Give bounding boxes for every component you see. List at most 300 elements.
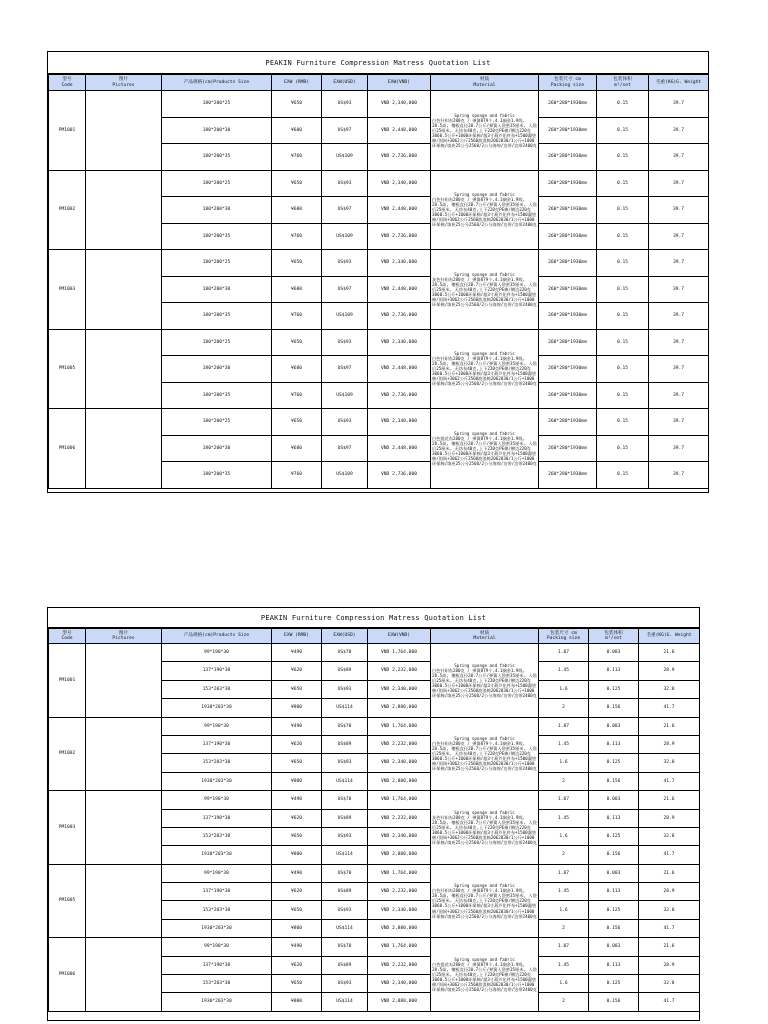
price-rmb: ¥760	[272, 462, 322, 489]
price-usd: US$93	[322, 329, 368, 356]
price-usd: US$70	[322, 938, 368, 956]
price-vnd: VND 2,340,000	[368, 901, 431, 919]
price-usd: US$93	[322, 170, 368, 197]
packing-size: 260*280*1930mm	[539, 250, 597, 277]
gross-weight: 41.7	[639, 919, 700, 937]
package-volume: 0.113	[589, 809, 639, 827]
price-usd: US$93	[322, 680, 368, 698]
product-size: 1930*203*30	[162, 919, 272, 937]
product-size: 137*190*30	[162, 883, 272, 901]
table-row	[49, 717, 700, 735]
package-volume: 0.083	[589, 644, 639, 662]
package-volume: 0.15	[597, 250, 649, 277]
product-picture	[86, 91, 162, 171]
packing-size: 260*280*1930mm	[539, 144, 597, 171]
material-en: Spring sponge and fabric	[454, 736, 515, 742]
model-code: PM1001	[49, 644, 86, 718]
price-rmb: ¥650	[272, 91, 322, 118]
gross-weight: 21.6	[639, 938, 700, 956]
packing-size: 260*280*1930mm	[539, 170, 597, 197]
price-rmb: ¥620	[272, 883, 322, 901]
material-cn: 灰色针织布280克 / 弹簧879个,4.1圈金1.9线, 28.5高, 槽板直径20.7公斤/弹簧入袋密35厘米, 入袋后25厘米, 无纺布40克,上下220克PE棉/侧边220克3060.5公斤+1000环保棉/超3寸葫芦化纤布+1500漏垫棉/固网+3062公斤2560波浪棉2062030/1公斤+1000环保棉/填充25公分2560/2公分海绵/边带/边带2400克	[432, 276, 537, 307]
model-code: PM1006	[49, 938, 86, 1012]
price-rmb: ¥620	[272, 662, 322, 680]
package-volume: 0.15	[597, 356, 649, 383]
price-usd: US$109	[322, 144, 368, 171]
product-size: 180*200*35	[162, 144, 272, 171]
price-vnd: VND 2,340,000	[368, 680, 431, 698]
header-packing: 包装尺寸 cm Packing size	[539, 629, 589, 644]
price-vnd: VND 2,448,000	[368, 435, 431, 462]
gross-weight: 28.9	[639, 735, 700, 753]
product-picture	[86, 250, 162, 330]
price-rmb: ¥490	[272, 938, 322, 956]
sheet-title: PEAKIN Furniture Compression Matress Quotation List	[48, 608, 699, 628]
header-code: 型号 Code	[49, 629, 86, 644]
header-usd: EXW(USD)	[322, 629, 368, 644]
price-usd: US$70	[322, 864, 368, 882]
gross-weight: 39.7	[649, 197, 709, 224]
price-vnd: VND 2,880,000	[368, 919, 431, 937]
price-rmb: ¥680	[272, 435, 322, 462]
price-usd: US$70	[322, 791, 368, 809]
price-rmb: ¥650	[272, 901, 322, 919]
packing-size: 1.45	[539, 809, 589, 827]
price-rmb: ¥800	[272, 772, 322, 790]
gross-weight: 32.8	[639, 901, 700, 919]
material-cell	[431, 717, 539, 791]
product-size: 1930*203*30	[162, 699, 272, 717]
gross-weight: 39.7	[649, 435, 709, 462]
gross-weight: 39.7	[649, 223, 709, 250]
gross-weight: 39.7	[649, 250, 709, 277]
price-rmb: ¥620	[272, 956, 322, 974]
product-size: 99*190*30	[162, 717, 272, 735]
gross-weight: 21.6	[639, 864, 700, 882]
price-rmb: ¥800	[272, 993, 322, 1011]
price-vnd: VND 2,232,000	[368, 662, 431, 680]
product-picture	[86, 717, 162, 791]
price-rmb: ¥650	[272, 329, 322, 356]
price-usd: US$93	[322, 250, 368, 277]
header-size: 产品规格(cm)Products Size	[162, 629, 272, 644]
price-vnd: VND 2,340,000	[368, 250, 431, 277]
product-size: 180*200*25	[162, 91, 272, 118]
price-usd: US$97	[322, 356, 368, 383]
price-vnd: VND 2,340,000	[368, 91, 431, 118]
product-size: 180*200*30	[162, 435, 272, 462]
package-volume: 0.083	[589, 938, 639, 956]
package-volume: 0.15	[597, 382, 649, 409]
header-pictures: 图片 Pictures	[86, 629, 162, 644]
packing-size: 260*280*1930mm	[539, 462, 597, 489]
price-usd: US$109	[322, 382, 368, 409]
material-cn: 白色针织布280克 / 弹簧879个,4.1圈金1.9线, 28.5高, 槽板直径20.7公斤/弹簧入袋密35厘米, 入袋后25厘米, 无纺布40克,上下220克PE棉/侧边220克3060.5公斤+1000环保棉/超3寸葫芦化纤布+1500漏垫棉/固网+3062公斤2560波浪棉2062030/1公斤+1000环保棉/填充25公分2560/2公分海绵/边带/边带2400克	[432, 197, 537, 228]
table-row	[49, 938, 700, 956]
quotation-table	[48, 74, 709, 489]
gross-weight: 21.6	[639, 717, 700, 735]
package-volume: 0.15	[597, 117, 649, 144]
header-rmb: EXW (RMB)	[272, 75, 322, 91]
header-volume: 包装体积 m³/set	[597, 75, 649, 91]
price-vnd: VND 2,448,000	[368, 197, 431, 224]
price-vnd: VND 1,764,000	[368, 644, 431, 662]
price-vnd: VND 2,340,000	[368, 827, 431, 845]
price-vnd: VND 2,880,000	[368, 772, 431, 790]
packing-size: 2	[539, 993, 589, 1011]
price-vnd: VND 1,764,000	[368, 791, 431, 809]
gross-weight: 28.9	[639, 809, 700, 827]
material-en: Spring sponge and fabric	[454, 351, 515, 357]
price-vnd: VND 2,736,000	[368, 223, 431, 250]
price-vnd: VND 2,448,000	[368, 276, 431, 303]
gross-weight: 39.7	[649, 409, 709, 436]
model-code: PM1003	[49, 791, 86, 865]
price-usd: US$97	[322, 435, 368, 462]
gross-weight: 41.7	[639, 699, 700, 717]
product-size: 180*200*25	[162, 409, 272, 436]
packing-size: 260*280*1930mm	[539, 409, 597, 436]
package-volume: 0.15	[597, 435, 649, 462]
packing-size: 2	[539, 699, 589, 717]
packing-size: 1.07	[539, 644, 589, 662]
quotation-table	[48, 628, 700, 1012]
price-rmb: ¥760	[272, 303, 322, 330]
package-volume: 0.083	[589, 864, 639, 882]
product-size: 137*190*30	[162, 956, 272, 974]
price-usd: US$97	[322, 197, 368, 224]
price-vnd: VND 2,340,000	[368, 170, 431, 197]
product-size: 180*200*30	[162, 356, 272, 383]
material-cn: 白色针织布280克 / 弹簧879个,4.1圈金1.9线, 28.5高, 槽板直径20.7公斤/弹簧入袋密35厘米, 入袋后25厘米, 无纺布40克,上下220克PE棉/侧边220克3060.5公斤+1000环保棉/超3寸葫芦化纤布+1500漏垫棉/固网+3062公斤2560波浪棉2062030/1公斤+1000环保棉/填充25公分2560/2公分海绵/边带/边带2400克	[432, 117, 537, 148]
price-vnd: VND 2,736,000	[368, 144, 431, 171]
table-row	[49, 91, 709, 118]
product-size: 180*200*35	[162, 382, 272, 409]
table-row	[49, 791, 700, 809]
model-code: PM1006	[49, 409, 86, 489]
price-rmb: ¥650	[272, 754, 322, 772]
gross-weight: 39.7	[649, 462, 709, 489]
price-rmb: ¥650	[272, 409, 322, 436]
package-volume: 0.15	[597, 223, 649, 250]
material-en: Spring sponge and fabric	[454, 430, 515, 436]
packing-size: 260*280*1930mm	[539, 329, 597, 356]
package-volume: 0.15	[597, 462, 649, 489]
price-rmb: ¥620	[272, 809, 322, 827]
gross-weight: 41.7	[639, 846, 700, 864]
product-picture	[86, 644, 162, 718]
packing-size: 1.07	[539, 938, 589, 956]
package-volume: 0.113	[589, 735, 639, 753]
price-rmb: ¥680	[272, 197, 322, 224]
gross-weight: 28.9	[639, 883, 700, 901]
package-volume: 0.125	[589, 975, 639, 993]
gross-weight: 21.6	[639, 791, 700, 809]
material-cn: 白色针织布280克 / 弹簧879个,4.1圈金1.9线, 28.5高, 槽板直径20.7公斤/弹簧入袋密35厘米, 入袋后25厘米, 无纺布40克,上下220克PE棉/侧边220克3060.5公斤+1000环保棉/超3寸葫芦化纤布+1500漏垫棉/固网+3062公斤2560波浪棉2062030/1公斤+1000环保棉/填充25公分2560/2公分海绵/边带/边带2400克	[432, 356, 537, 387]
price-vnd: VND 2,880,000	[368, 699, 431, 717]
material-en: Spring sponge and fabric	[454, 192, 515, 198]
material-en: Spring sponge and fabric	[454, 271, 515, 277]
price-vnd: VND 1,764,000	[368, 717, 431, 735]
table-row	[49, 409, 709, 436]
price-usd: US$70	[322, 717, 368, 735]
price-usd: US$93	[322, 409, 368, 436]
product-size: 180*200*25	[162, 329, 272, 356]
packing-size: 260*280*1930mm	[539, 197, 597, 224]
gross-weight: 21.6	[639, 644, 700, 662]
model-code: PM1005	[49, 864, 86, 938]
package-volume: 0.15	[597, 144, 649, 171]
material-cell	[431, 791, 539, 865]
gross-weight: 32.8	[639, 680, 700, 698]
price-usd: US$89	[322, 809, 368, 827]
packing-size: 2	[539, 772, 589, 790]
price-usd: US$93	[322, 827, 368, 845]
product-size: 137*190*30	[162, 809, 272, 827]
price-vnd: VND 2,232,000	[368, 735, 431, 753]
header-rmb: EXW (RMB)	[272, 629, 322, 644]
package-volume: 0.113	[589, 662, 639, 680]
package-volume: 0.15	[597, 91, 649, 118]
package-volume: 0.15	[597, 276, 649, 303]
packing-size: 260*280*1930mm	[539, 117, 597, 144]
model-code: PM1001	[49, 91, 86, 171]
price-rmb: ¥650	[272, 975, 322, 993]
package-volume: 0.15	[597, 329, 649, 356]
gross-weight: 39.7	[649, 329, 709, 356]
price-usd: US$97	[322, 117, 368, 144]
price-rmb: ¥490	[272, 717, 322, 735]
packing-size: 260*280*1930mm	[539, 303, 597, 330]
price-rmb: ¥800	[272, 846, 322, 864]
material-cell	[431, 644, 539, 718]
package-volume: 0.083	[589, 791, 639, 809]
price-usd: US$93	[322, 91, 368, 118]
gross-weight: 41.7	[639, 993, 700, 1011]
price-usd: US$109	[322, 462, 368, 489]
header-vnd: EXW(VND)	[368, 629, 431, 644]
model-code: PM1005	[49, 329, 86, 409]
price-usd: US$89	[322, 662, 368, 680]
header-weight: 毛重(KG)G. Weight	[639, 629, 700, 644]
material-cn: 白色针织布280克 / 弹簧879个,4.1圈金1.9线, 28.5高, 槽板直径20.7公斤/弹簧入袋密35厘米, 入袋后25厘米, 无纺布40克,上下220克PE棉/侧边220克3060.5公斤+1000环保棉/超3寸葫芦化纤布+1500漏垫棉/固网+3062公斤2560波浪棉2062030/1公斤+1000环保棉/填充25公分2560/2公分海绵/边带/边带2400克	[432, 741, 537, 772]
price-usd: US$93	[322, 901, 368, 919]
product-picture	[86, 938, 162, 1012]
gross-weight: 39.7	[649, 170, 709, 197]
price-rmb: ¥680	[272, 356, 322, 383]
price-vnd: VND 2,340,000	[368, 754, 431, 772]
material-cn: 灰色针织布280克 / 弹簧879个,4.1圈金1.9线, 28.5高, 槽板直径20.7公斤/弹簧入袋密35厘米, 入袋后25厘米, 无纺布40克,上下220克PE棉/侧边220克3060.5公斤+1000环保棉/超3寸葫芦化纤布+1500漏垫棉/固网+3062公斤2560波浪棉2062030/1公斤+1000环保棉/填充25公分2560/2公分海绵/边带/边带2400克	[432, 814, 537, 845]
packing-size: 1.6	[539, 827, 589, 845]
product-picture	[86, 170, 162, 250]
gross-weight: 39.7	[649, 356, 709, 383]
material-cell	[431, 409, 539, 489]
product-size: 137*190*30	[162, 735, 272, 753]
price-vnd: VND 2,448,000	[368, 356, 431, 383]
price-vnd: VND 2,736,000	[368, 303, 431, 330]
price-usd: US$114	[322, 919, 368, 937]
product-size: 180*200*30	[162, 117, 272, 144]
product-size: 1930*203*30	[162, 846, 272, 864]
price-usd: US$114	[322, 699, 368, 717]
price-vnd: VND 2,232,000	[368, 809, 431, 827]
quotation-sheet-1	[47, 51, 709, 493]
header-row	[49, 75, 709, 91]
product-size: 99*190*30	[162, 938, 272, 956]
price-usd: US$109	[322, 223, 368, 250]
material-cell	[431, 250, 539, 330]
price-rmb: ¥490	[272, 791, 322, 809]
package-volume: 0.125	[589, 754, 639, 772]
package-volume: 0.125	[589, 901, 639, 919]
package-volume: 0.083	[589, 717, 639, 735]
price-rmb: ¥650	[272, 170, 322, 197]
packing-size: 1.45	[539, 735, 589, 753]
price-vnd: VND 2,880,000	[368, 993, 431, 1011]
package-volume: 0.156	[589, 919, 639, 937]
price-usd: US$89	[322, 883, 368, 901]
gross-weight: 39.7	[649, 144, 709, 171]
packing-size: 1.07	[539, 791, 589, 809]
price-rmb: ¥490	[272, 864, 322, 882]
price-vnd: VND 2,340,000	[368, 409, 431, 436]
material-cell	[431, 329, 539, 409]
gross-weight: 28.9	[639, 956, 700, 974]
packing-size: 260*280*1930mm	[539, 91, 597, 118]
material-cn: 白色提花布280克 / 弹簧879个,4.1圈金1.9线, 28.5高, 槽板直径20.7公斤/弹簧入袋密35厘米, 入袋后25厘米, 无纺布40克,上下220克PE棉/侧边220克3060.5公斤+1000环保棉/超3寸葫芦化纤布+1500漏垫棉/固网+3062公斤2560波浪棉2062030/1公斤+1000环保棉/填充25公分2560/2公分海绵/边带/边带2400克	[432, 961, 537, 993]
price-vnd: VND 1,764,000	[368, 864, 431, 882]
price-vnd: VND 2,880,000	[368, 846, 431, 864]
price-vnd: VND 2,340,000	[368, 975, 431, 993]
packing-size: 1.45	[539, 956, 589, 974]
gross-weight: 28.9	[639, 662, 700, 680]
package-volume: 0.15	[597, 303, 649, 330]
package-volume: 0.15	[597, 197, 649, 224]
packing-size: 260*280*1930mm	[539, 223, 597, 250]
material-cn: 白色提花布280克 / 弹簧879个,4.1圈金1.9线, 28.5高, 槽板直径20.7公斤/弹簧入袋密35厘米, 入袋后25厘米, 无纺布40克,上下220克PE棉/侧边220克3060.5公斤+1000环保棉/超3寸葫芦化纤布+1500漏垫棉/固网+3062公斤2560波浪棉2062030/1公斤+1000环保棉/填充25公分2560/2公分海绵/边带/边带2400克	[432, 435, 537, 466]
package-volume: 0.156	[589, 846, 639, 864]
gross-weight: 32.8	[639, 975, 700, 993]
packing-size: 1.6	[539, 680, 589, 698]
quotation-sheet-2	[47, 607, 700, 1021]
price-vnd: VND 2,736,000	[368, 462, 431, 489]
table-row	[49, 864, 700, 882]
material-en: Spring sponge and fabric	[454, 883, 515, 889]
packing-size: 1.07	[539, 717, 589, 735]
price-rmb: ¥760	[272, 223, 322, 250]
product-size: 180*200*35	[162, 303, 272, 330]
material-en: Spring sponge and fabric	[454, 662, 515, 668]
product-picture	[86, 409, 162, 489]
packing-size: 260*280*1930mm	[539, 356, 597, 383]
package-volume: 0.125	[589, 680, 639, 698]
price-usd: US$93	[322, 754, 368, 772]
material-cell	[431, 170, 539, 250]
packing-size: 1.45	[539, 883, 589, 901]
price-rmb: ¥680	[272, 117, 322, 144]
product-size: 180*200*35	[162, 223, 272, 250]
header-size: 产品规格(cm)Products Size	[162, 75, 272, 91]
price-rmb: ¥490	[272, 644, 322, 662]
price-usd: US$93	[322, 975, 368, 993]
packing-size: 2	[539, 846, 589, 864]
header-vnd: EXW(VND)	[368, 75, 431, 91]
header-material: 材质 Material	[431, 629, 539, 644]
price-vnd: VND 2,232,000	[368, 883, 431, 901]
gross-weight: 39.7	[649, 117, 709, 144]
table-row	[49, 644, 700, 662]
header-weight: 毛重(KG)G. Weight	[649, 75, 709, 91]
package-volume: 0.156	[589, 699, 639, 717]
material-en: Spring sponge and fabric	[454, 112, 515, 118]
package-volume: 0.156	[589, 993, 639, 1011]
gross-weight: 39.7	[649, 382, 709, 409]
price-vnd: VND 2,736,000	[368, 382, 431, 409]
packing-size: 1.6	[539, 754, 589, 772]
price-usd: US$114	[322, 993, 368, 1011]
product-size: 180*200*30	[162, 276, 272, 303]
packing-size: 260*280*1930mm	[539, 435, 597, 462]
price-rmb: ¥680	[272, 276, 322, 303]
product-size: 99*190*30	[162, 864, 272, 882]
product-picture	[86, 329, 162, 409]
package-volume: 0.15	[597, 170, 649, 197]
price-vnd: VND 1,764,000	[368, 938, 431, 956]
header-material: 材质 Material	[431, 75, 539, 91]
model-code: PM1002	[49, 717, 86, 791]
price-rmb: ¥650	[272, 827, 322, 845]
material-en: Spring sponge and fabric	[454, 809, 515, 815]
gross-weight: 39.7	[649, 303, 709, 330]
product-size: 1930*203*30	[162, 993, 272, 1011]
header-packing: 包装尺寸 cm Packing size	[539, 75, 597, 91]
packing-size: 1.45	[539, 662, 589, 680]
product-size: 180*200*30	[162, 197, 272, 224]
package-volume: 0.113	[589, 883, 639, 901]
table-row	[49, 250, 709, 277]
price-vnd: VND 2,448,000	[368, 117, 431, 144]
sheet-title: PEAKIN Furniture Compression Matress Quotation List	[48, 52, 708, 74]
package-volume: 0.156	[589, 772, 639, 790]
price-usd: US$89	[322, 735, 368, 753]
product-picture	[86, 791, 162, 865]
material-cell	[431, 91, 539, 171]
price-rmb: ¥800	[272, 699, 322, 717]
product-size: 99*190*30	[162, 644, 272, 662]
material-cn: 白色针织布280克 / 弹簧879个,4.1圈金1.9线, 28.5高, 槽板直径20.7公斤/弹簧入袋密35厘米, 入袋后25厘米, 无纺布40克,上下220克PE棉/侧边220克3060.5公斤+1000环保棉/超3寸葫芦化纤布+1500漏垫棉/固网+3062公斤2560波浪棉2062030/1公斤+1000环保棉/填充25公分2560/2公分海绵/边带/边带2400克	[432, 667, 537, 698]
product-size: 153*203*30	[162, 680, 272, 698]
table-row	[49, 170, 709, 197]
product-picture	[86, 864, 162, 938]
price-usd: US$89	[322, 956, 368, 974]
gross-weight: 41.7	[639, 772, 700, 790]
gross-weight: 32.8	[639, 827, 700, 845]
price-rmb: ¥650	[272, 250, 322, 277]
material-cn: 白色针织布280克 / 弹簧879个,4.1圈金1.9线, 28.5高, 槽板直径20.7公斤/弹簧入袋密35厘米, 入袋后25厘米, 无纺布40克,上下220克PE棉/侧边220克3060.5公斤+1000环保棉/超3寸葫芦化纤布+1500漏垫棉/固网+3062公斤2560波浪棉2062030/1公斤+1000环保棉/填充25公分2560/2公分海绵/边带/边带2400克	[432, 888, 537, 919]
packing-size: 2	[539, 919, 589, 937]
price-usd: US$109	[322, 303, 368, 330]
product-size: 180*200*25	[162, 250, 272, 277]
header-code: 型号 Code	[49, 75, 86, 91]
price-usd: US$97	[322, 276, 368, 303]
product-size: 137*190*30	[162, 662, 272, 680]
price-rmb: ¥760	[272, 144, 322, 171]
packing-size: 1.6	[539, 975, 589, 993]
package-volume: 0.125	[589, 827, 639, 845]
product-size: 153*203*30	[162, 975, 272, 993]
material-cell	[431, 864, 539, 938]
price-rmb: ¥760	[272, 382, 322, 409]
